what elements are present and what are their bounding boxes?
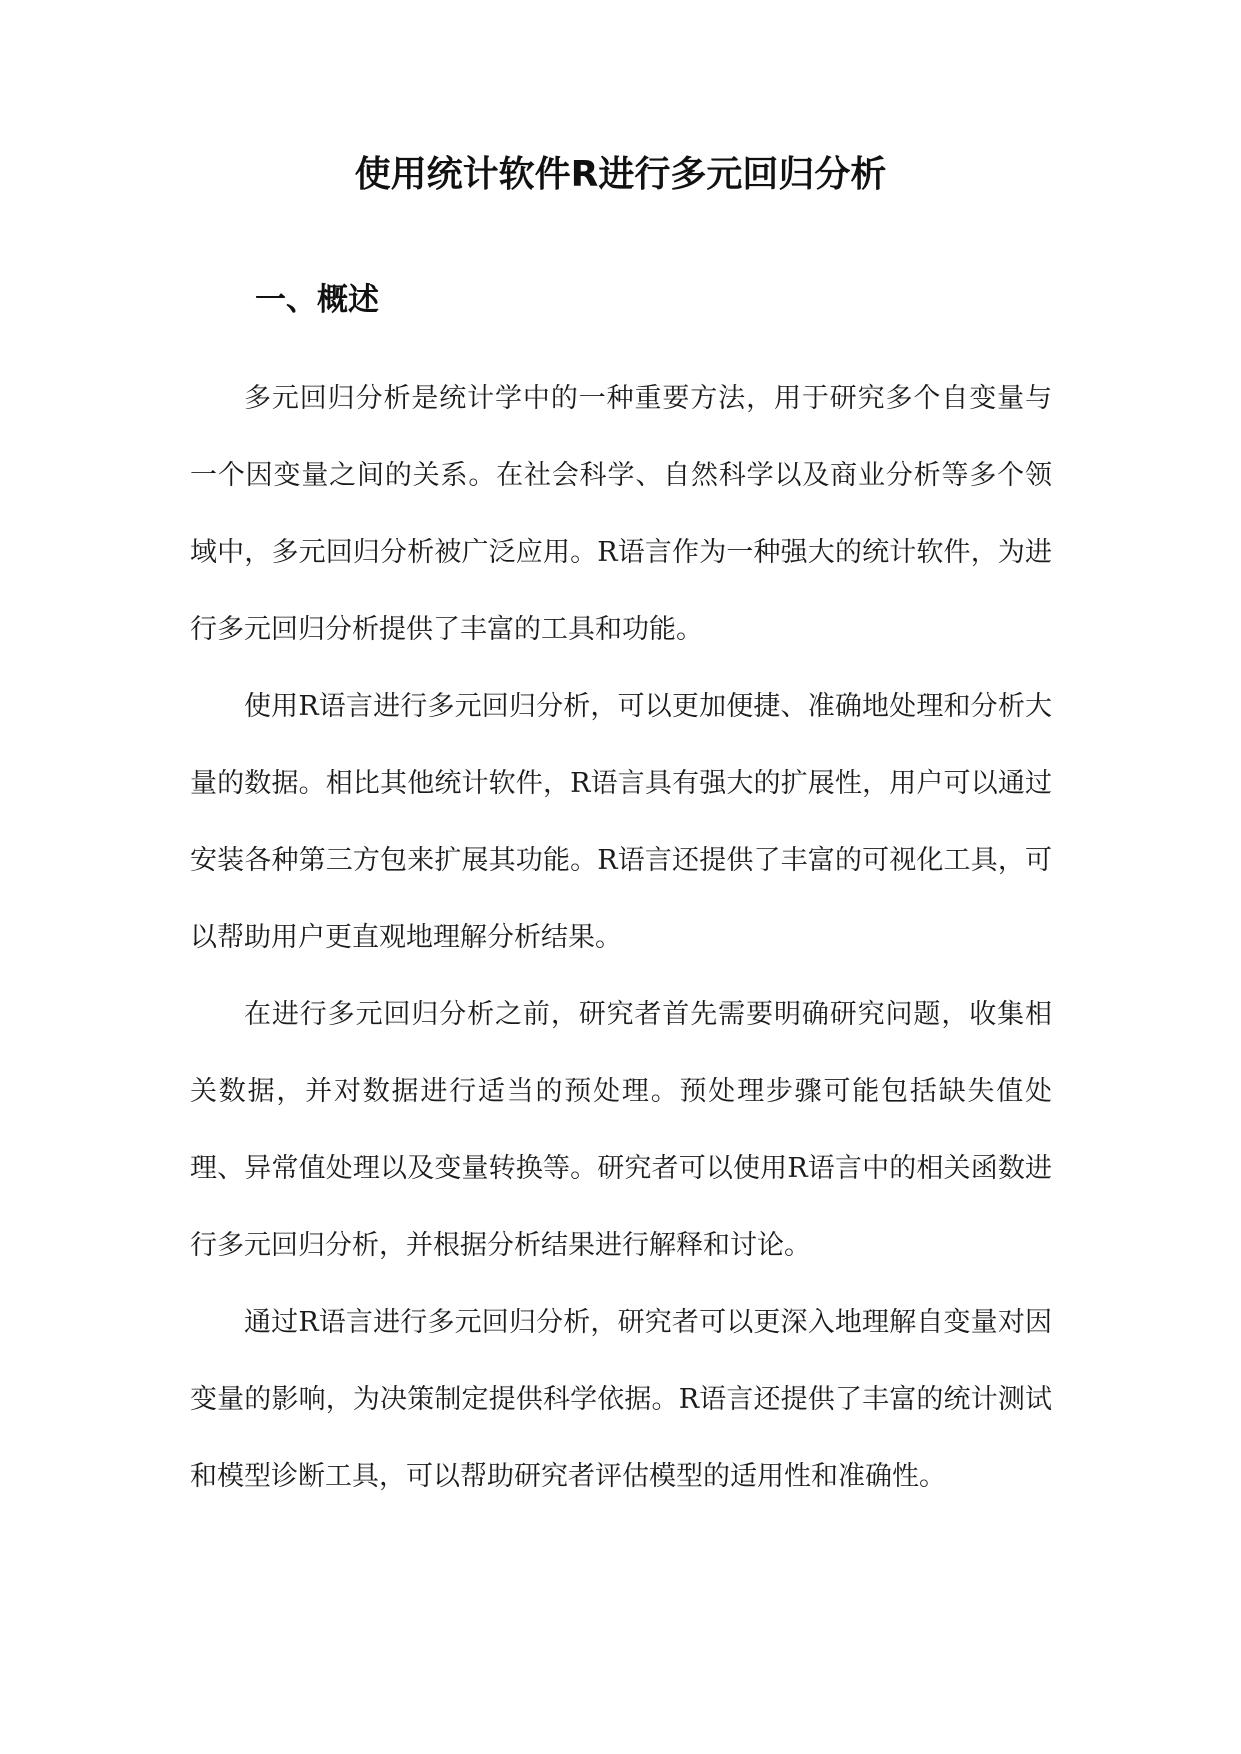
- paragraph: 多元回归分析是统计学中的一种重要方法，用于研究多个自变量与一个因变量之间的关系。在社会科学、自然科学以及商业分析等多个领域中，多元回归分析被广泛应用。R语言作为一种强大的统计软件，为进行多元回归分析提供了丰富的工具和功能。: [190, 383, 1052, 645]
- section-body: [190, 360, 1052, 1515]
- paragraph: 使用R语言进行多元回归分析，可以更加便捷、准确地处理和分析大量的数据。相比其他统计软件，R语言具有强大的扩展性，用户可以通过安装各种第三方包来扩展其功能。R语言还提供了丰富的可视化工具，可以帮助用户更直观地理解分析结果。: [190, 691, 1052, 953]
- section-heading: 一、概述: [255, 282, 379, 318]
- paragraph: 通过R语言进行多元回归分析，研究者可以更深入地理解自变量对因变量的影响，为决策制定提供科学依据。R语言还提供了丰富的统计测试和模型诊断工具，可以帮助研究者评估模型的适用性和准确性。: [190, 1307, 1052, 1492]
- document-title: 使用统计软件R进行多元回归分析: [354, 154, 887, 195]
- paragraph: 在进行多元回归分析之前，研究者首先需要明确研究问题，收集相关数据，并对数据进行适当的预处理。预处理步骤可能包括缺失值处理、异常值处理以及变量转换等。研究者可以使用R语言中的相关函数进行多元回归分析，并根据分析结果进行解释和讨论。: [190, 999, 1052, 1261]
